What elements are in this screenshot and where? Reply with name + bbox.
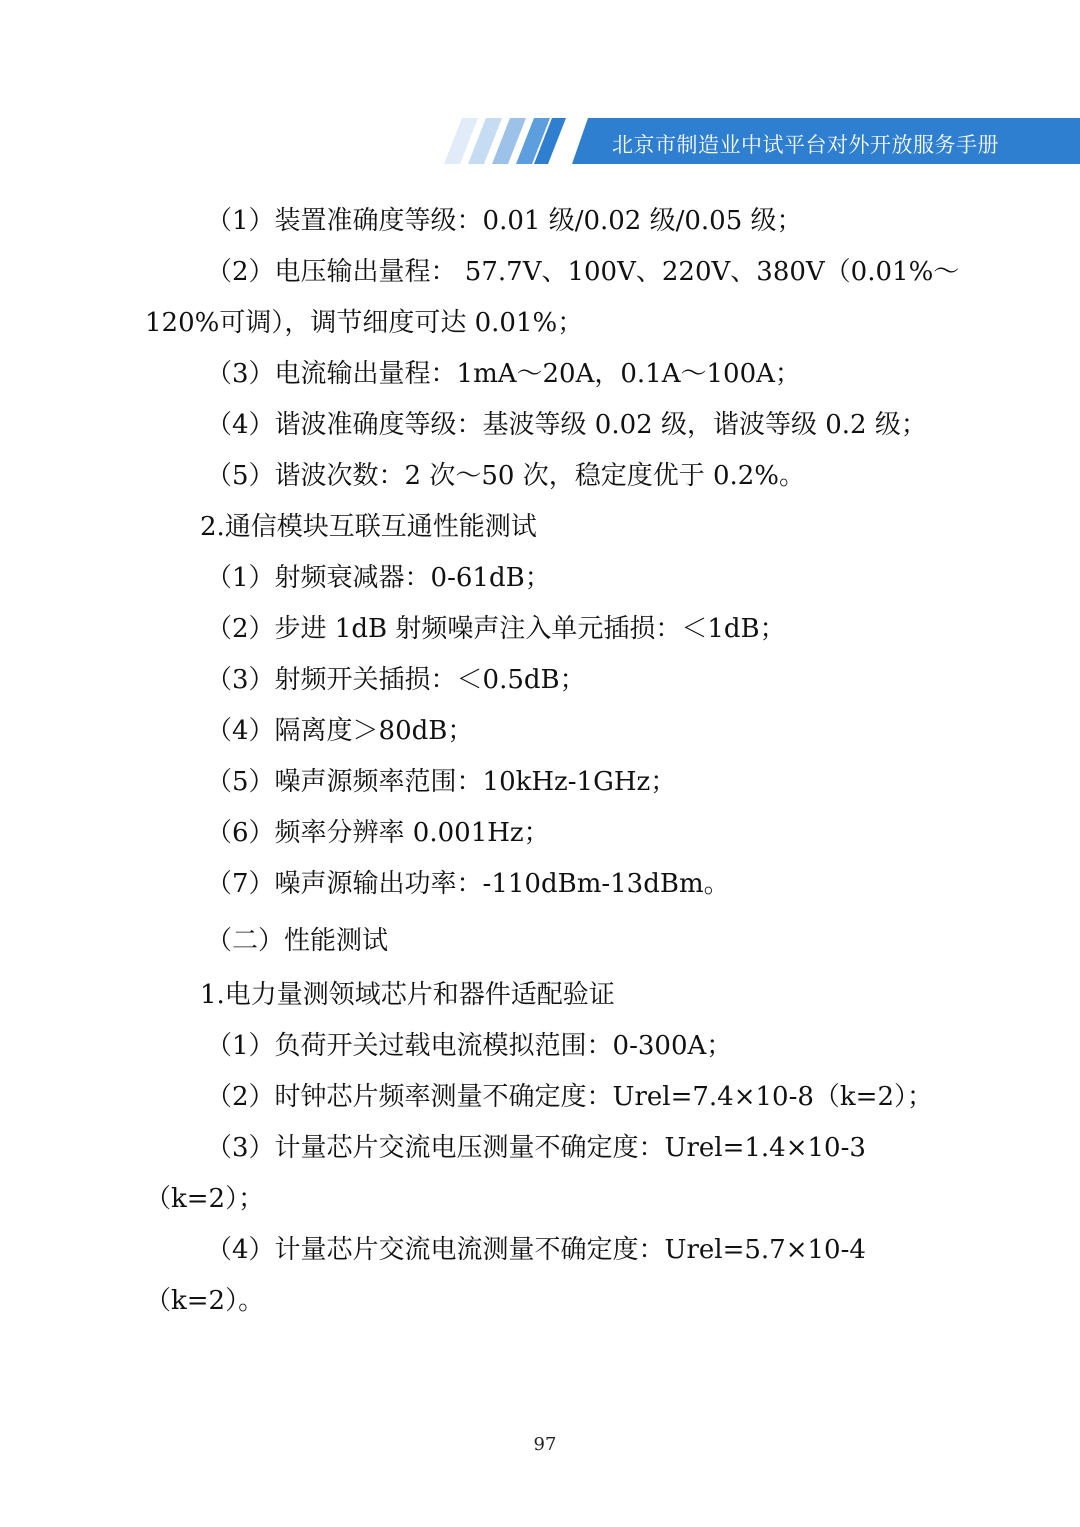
spec-line: （1）射频衰减器：0-61dB； xyxy=(206,563,551,593)
spec-line: （3）电流输出量程：1mA～20A，0.1A～100A； xyxy=(206,359,801,389)
spec-line: （6）频率分辨率 0.001Hz； xyxy=(206,818,550,848)
spec-line: （2）时钟芯片频率测量不确定度：Urel=7.4×10-8（k=2）； xyxy=(206,1082,933,1112)
spec-line: （5）谐波次数：2 次～50 次，稳定度优于 0.2%。 xyxy=(206,461,806,491)
spec-line-continuation: 120%可调），调节细度可达 0.01%； xyxy=(145,308,584,338)
spec-line-continuation: （k=2）。 xyxy=(145,1286,265,1316)
spec-line: （4）计量芯片交流电流测量不确定度：Urel=5.7×10-4 xyxy=(206,1235,866,1265)
spec-line: （1）负荷开关过载电流模拟范围：0-300A； xyxy=(206,1031,733,1061)
spec-line: （4）隔离度＞80dB； xyxy=(206,716,474,746)
header-title: 北京市制造业中试平台对外开放服务手册 xyxy=(612,133,999,157)
spec-line: （1）装置准确度等级：0.01 级/0.02 级/0.05 级； xyxy=(206,206,803,236)
subsection-heading: 1.电力量测领域芯片和器件适配验证 xyxy=(200,980,615,1010)
subsection-heading: 2.通信模块互联互通性能测试 xyxy=(200,512,537,542)
spec-line: （3）射频开关插损：＜0.5dB； xyxy=(206,665,586,695)
section-heading: （二）性能测试 xyxy=(206,926,389,956)
spec-line-continuation: （k=2）； xyxy=(145,1184,265,1214)
spec-line: （5）噪声源频率范围：10kHz-1GHz； xyxy=(206,767,677,797)
page-number: 97 xyxy=(533,1434,557,1455)
spec-line: （2）电压输出量程： 57.7V、100V、220V、380V（0.01%～ xyxy=(206,257,960,287)
spec-line: （4）谐波准确度等级：基波等级 0.02 级，谐波等级 0.2 级； xyxy=(206,410,927,440)
spec-line: （3）计量芯片交流电压测量不确定度：Urel=1.4×10-3 xyxy=(206,1133,866,1163)
spec-line: （2）步进 1dB 射频噪声注入单元插损：＜1dB； xyxy=(206,614,786,644)
spec-line: （7）噪声源输出功率：-110dBm-13dBm。 xyxy=(206,869,730,899)
